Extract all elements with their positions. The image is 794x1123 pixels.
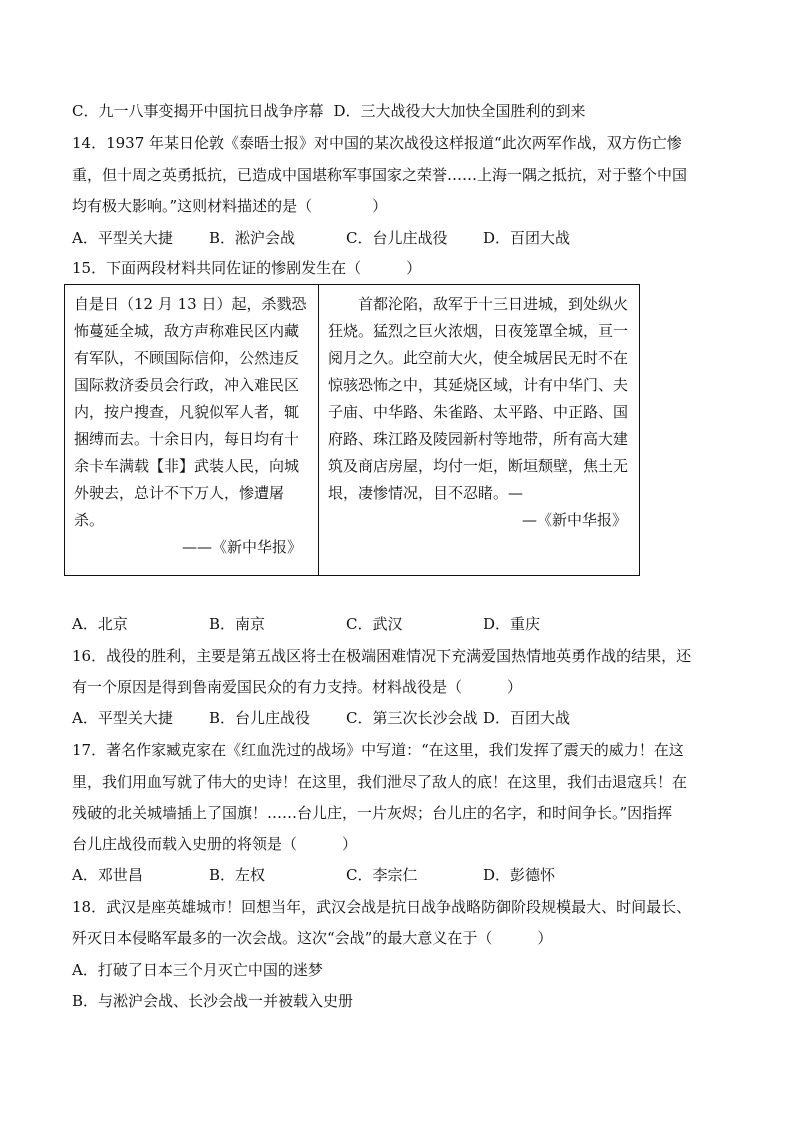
q15-right-text: 首都沦陷，敌军于十三日进城，到处纵火狂烧。猛烈之巨火浓烟，日夜笼罩全城，亘一阅月之久。此空前大火，使全城居民无时不在惊骇恐怖之中，其延烧区域，计有中华门、夫子庙、中华路、朱雀路、太平路、中正路、国府路、珠江路及陵园新村等地带，所有高大建筑及商店房屋，均付一炬，断垣颓壁，焦土无垠，凄惨情况，目不忍睹。—: [328, 295, 629, 502]
q15-right-source: —《新中华报》: [521, 511, 627, 529]
q18-stem-line-1: 18．武汉是座英雄城市！回想当年，武汉会战是抗日战争战略防御阶段规模最大、时间最长、: [72, 898, 692, 916]
q15-source-right: [319, 285, 640, 576]
q16-option-c[interactable]: C．第三次长沙会战: [346, 709, 478, 727]
q15-option-a[interactable]: A．北京: [72, 615, 128, 633]
q15-option-d[interactable]: D．重庆: [483, 615, 541, 633]
q17-options: [72, 865, 732, 885]
q14-option-d[interactable]: D．百团大战: [483, 229, 571, 247]
q17-stem-line-1: 17．著名作家臧克家在《红血洗过的战场》中写道：“在这里，我们发挥了震天的威力！在这: [72, 741, 684, 759]
q17-option-a[interactable]: A．邓世昌: [72, 866, 143, 884]
q17-option-d[interactable]: D．彭德怀: [483, 866, 556, 884]
q16-stem-line-1: 16．战役的胜利，主要是第五战区将士在极端困难情况下充满爱国热情地英勇作战的结果，还: [72, 647, 692, 665]
q14-stem-line-2: 重，但十周之英勇抵抗，已造成中国堪称军事国家之荣誉……上海一隅之抵抗，对于整个中国: [72, 166, 688, 184]
q14-stem-line-1: 14．1937 年某日伦敦《泰晤士报》对中国的某次战役这样报道“此次两军作战，双方伤亡惨: [72, 134, 682, 152]
q15-left-source: ——《新中华报》: [181, 538, 302, 556]
q17-option-b[interactable]: B．左权: [209, 866, 266, 884]
q16-stem-line-2: 有一个原因是得到鲁南爱国民众的有力支持。材料战役是（ ）: [72, 678, 523, 696]
q15-left-text: 自是日（12 月 13 日）起，杀戮恐怖蔓延全城，敌方声称难民区内藏有军队，不顾国际信仰，公然违反国际救济委员会行政，冲入难民区内，按户搜查，凡貌似军人者，辄捆缚而去。十余日内，每日均有十余卡车满载【非】武装人民，向城外驶去，总计不下万人，惨遭屠杀。: [74, 295, 307, 529]
q16-option-b[interactable]: B．台儿庄战役: [209, 709, 311, 727]
q13-option-d[interactable]: D．三大战役大大加快全国胜利的到来: [333, 102, 586, 120]
q16-option-a[interactable]: A．平型关大捷: [72, 709, 173, 727]
q14-option-b[interactable]: B．淞沪会战: [209, 229, 296, 247]
q13-options: [72, 101, 732, 121]
q15-source-table: [64, 284, 640, 576]
q18-option-a[interactable]: A．打破了日本三个月灭亡中国的迷梦: [72, 961, 323, 979]
q18-option-b[interactable]: B．与淞沪会战、长沙会战一并被载入史册: [72, 992, 354, 1010]
q14-option-a[interactable]: A．平型关大捷: [72, 229, 173, 247]
q15-stem: 15．下面两段材料共同佐证的惨剧发生在（ ）: [72, 259, 422, 277]
q17-stem-line-3: 残破的北关城墙插上了国旗！……台儿庄，一片灰烬；台儿庄的名字，和时间争长。”因指挥: [72, 804, 673, 822]
q13-option-c[interactable]: C．九一八事变揭开中国抗日战争序幕: [72, 102, 324, 120]
q15-options: [72, 614, 732, 634]
q17-stem-line-2: 里，我们用血写就了伟大的史诗！在这里，我们泄尽了敌人的底！在这里，我们击退寇兵！在: [72, 773, 688, 791]
q16-options: [72, 708, 732, 728]
q15-source-left: [65, 285, 319, 576]
q15-option-c[interactable]: C．武汉: [346, 615, 403, 633]
q16-option-d[interactable]: D．百团大战: [483, 709, 571, 727]
q14-options: [72, 228, 732, 248]
q14-stem-line-3: 均有极大影响。”这则材料描述的是（ ）: [72, 197, 388, 215]
q18-stem-line-2: 歼灭日本侵略军最多的一次会战。这次“会战”的最大意义在于（ ）: [72, 929, 553, 947]
q17-stem-line-4: 台儿庄战役而载入史册的将领是（ ）: [72, 835, 358, 853]
q14-option-c[interactable]: C．台儿庄战役: [346, 229, 448, 247]
q17-option-c[interactable]: C．李宗仁: [346, 866, 418, 884]
q15-option-b[interactable]: B．南京: [209, 615, 266, 633]
